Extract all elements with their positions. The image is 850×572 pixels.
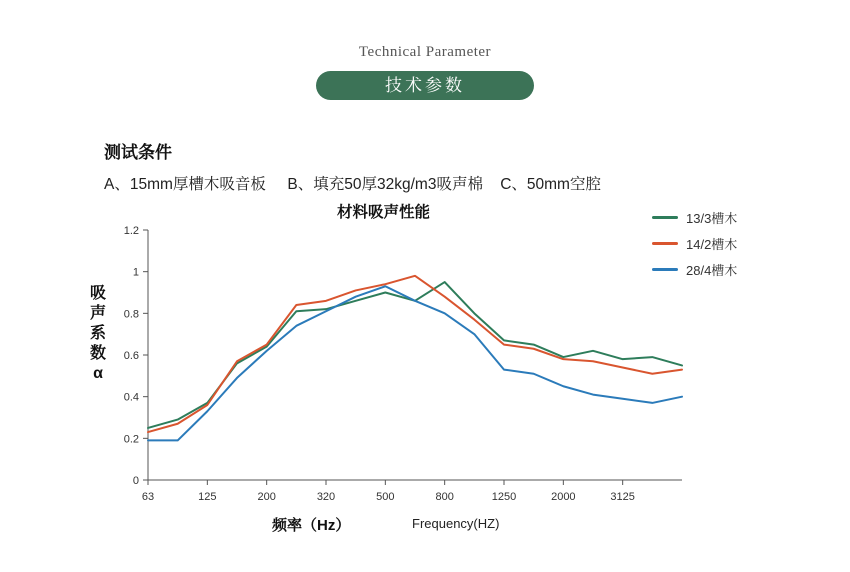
chart-title: 材料吸声性能 [337, 204, 431, 221]
svg-text:500: 500 [376, 491, 395, 503]
svg-text:125: 125 [198, 491, 217, 503]
test-conditions-line: A、15mm厚槽木吸音板 B、填充50厚32kg/m3吸声棉 C、50mm空腔 [104, 176, 601, 193]
legend-color-swatch [652, 216, 678, 219]
svg-text:2000: 2000 [551, 491, 576, 503]
x-axis-title: 频率（Hz） [272, 517, 351, 534]
svg-text:320: 320 [316, 491, 336, 503]
header-chinese-title-pill: 技术参数 [316, 71, 534, 100]
svg-text:0.4: 0.4 [123, 391, 139, 404]
svg-text:1250: 1250 [491, 491, 517, 503]
svg-text:200: 200 [257, 491, 276, 503]
svg-text:3125: 3125 [610, 491, 635, 503]
chart-plot-area [92, 220, 692, 520]
test-conditions-title: 测试条件 [104, 143, 172, 162]
page-header [0, 0, 850, 100]
legend-label: 28/4槽木 [686, 262, 738, 278]
svg-text:0: 0 [132, 475, 139, 487]
test-conditions [104, 138, 850, 194]
svg-text:800: 800 [435, 491, 454, 503]
svg-text:63: 63 [141, 491, 155, 503]
chart-svg [92, 220, 692, 520]
svg-text:0.2: 0.2 [123, 433, 139, 446]
legend-label: 13/3槽木 [686, 210, 738, 226]
svg-text:0.8: 0.8 [123, 308, 139, 321]
y-axis-title: 吸声系数 α [89, 285, 106, 382]
header-english-title: Technical Parameter [358, 44, 492, 60]
svg-text:1: 1 [132, 266, 139, 279]
legend-label: 14/2槽木 [686, 236, 738, 252]
svg-text:0.6: 0.6 [123, 350, 139, 362]
x-axis-title-english: Frequency(HZ) [412, 516, 500, 531]
svg-text:1.2: 1.2 [123, 225, 139, 237]
sound-absorption-chart [89, 196, 772, 546]
